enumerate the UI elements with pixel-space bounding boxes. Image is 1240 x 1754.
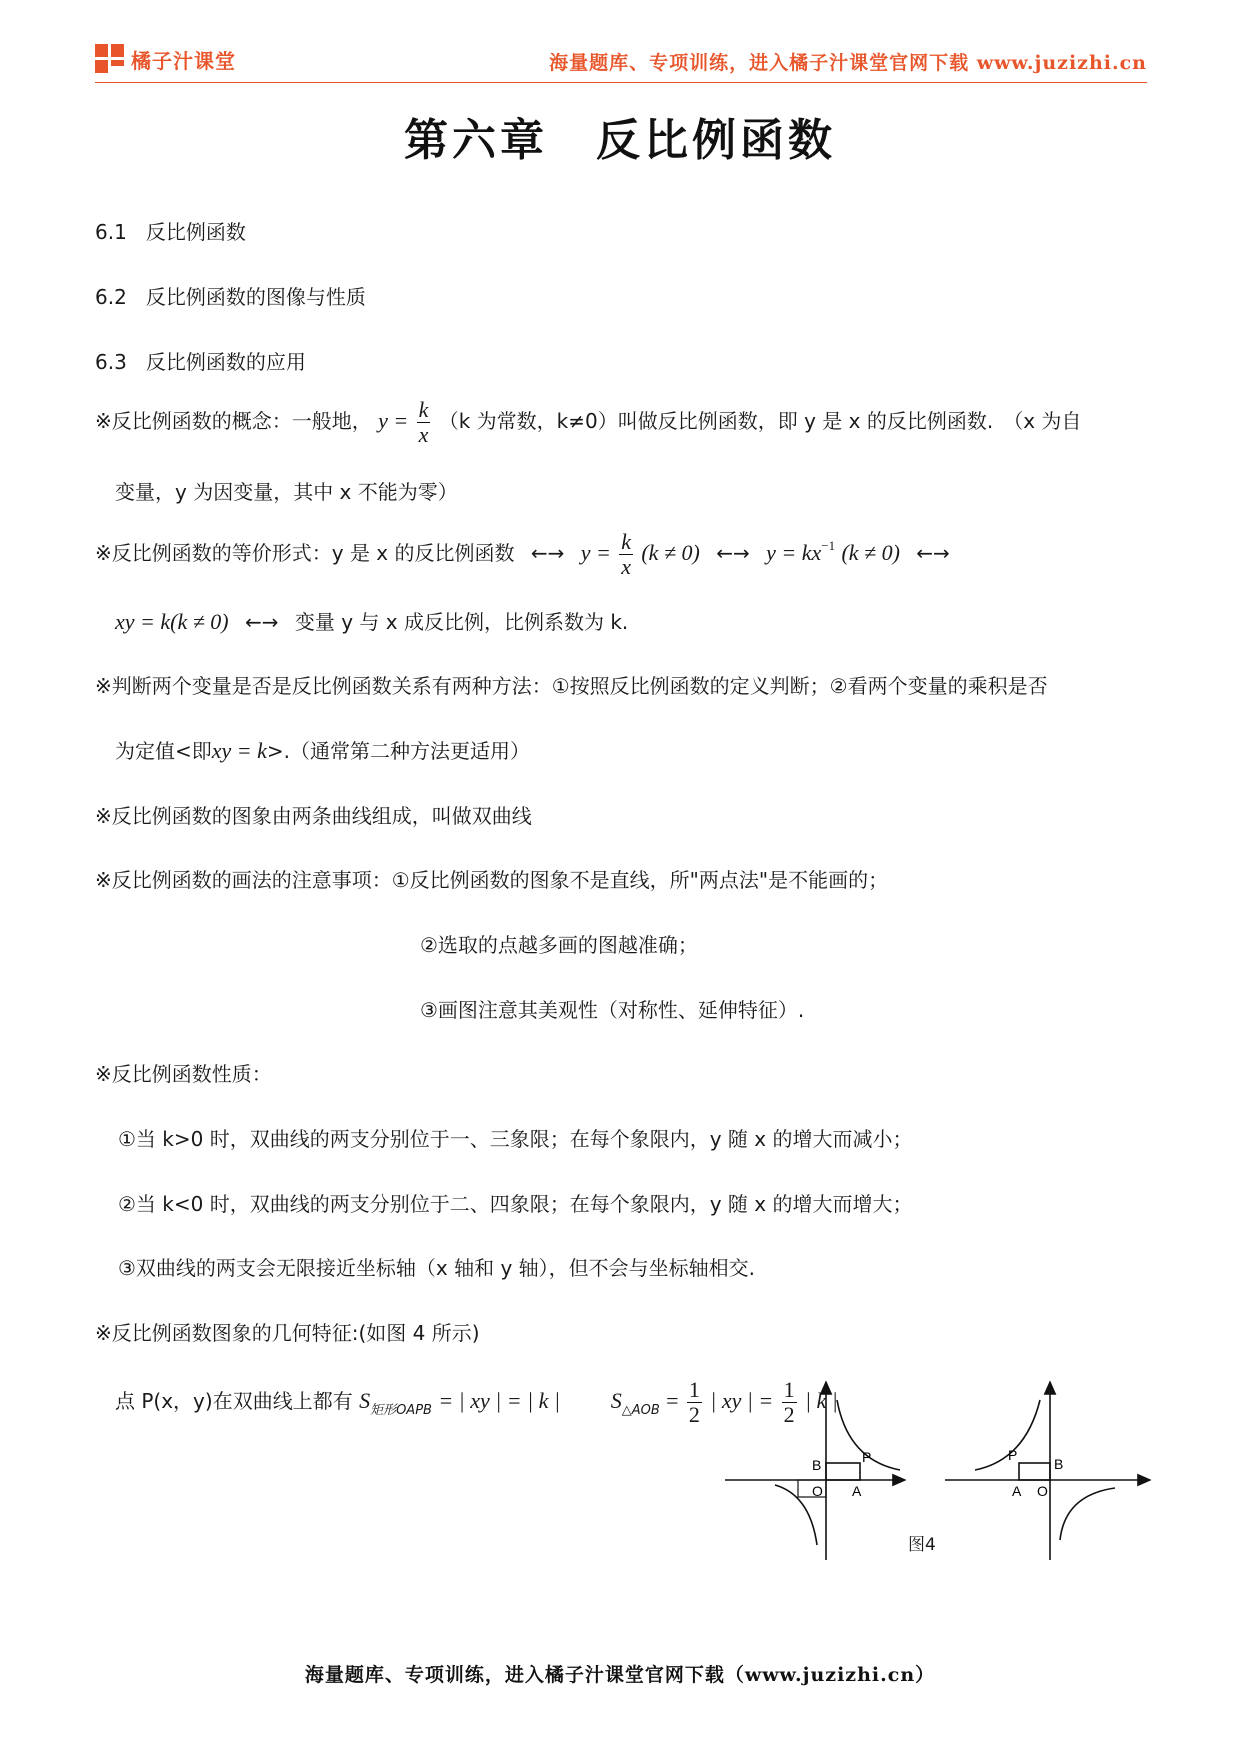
drawing-note-1: ※反比例函数的画法的注意事项：①反比例函数的图象不是直线，所"两点法"是不能画的； bbox=[95, 868, 889, 892]
label-B: B bbox=[1054, 1456, 1064, 1472]
label-P: P bbox=[862, 1449, 872, 1465]
judge-line-1: ※判断两个变量是否是反比例函数关系有两种方法：①按照反比例函数的定义判断；②看两个变量的乘积是否 bbox=[95, 674, 1048, 698]
brand-logo bbox=[95, 44, 236, 74]
property-item: ①当 k>0 时，双曲线的两支分别位于一、三象限；在每个象限内，y 随 x 的增大而减小； bbox=[118, 1127, 913, 1151]
label-A: A bbox=[1012, 1483, 1022, 1499]
header-tagline: 海量题库、专项训练，进入橘子汁课堂官网下载 www.juzizhi.cn bbox=[549, 52, 1147, 74]
footer-tagline: 海量题库、专项训练，进入橘子汁课堂官网下载（www.juzizhi.cn） bbox=[304, 1664, 936, 1686]
drawing-note-2: ②选取的点越多画的图越准确； bbox=[420, 933, 698, 957]
equiv-line-1: ※反比例函数的等价形式：y 是 x 的反比例函数 ←→ y = $\frac{k}{x}$ (k ≠ 0) ←→ $y = kx^{-1}$ (k ≠ 0) ←→ bbox=[95, 529, 950, 579]
hyperbola-note: ※反比例函数的图象由两条曲线组成，叫做双曲线 bbox=[95, 804, 532, 828]
hyperbola-figure bbox=[720, 1370, 1170, 1570]
concept-line-2: 变量，y 为因变量，其中 x 不能为零） bbox=[115, 480, 458, 504]
hyperbola-branch bbox=[775, 1485, 817, 1545]
properties-heading: ※反比例函数性质： bbox=[95, 1062, 272, 1086]
graph-k-negative bbox=[945, 1382, 1150, 1560]
label-A: A bbox=[852, 1483, 862, 1499]
label-O: O bbox=[812, 1483, 823, 1499]
label-O: O bbox=[1037, 1483, 1048, 1499]
toc-item-6-1: 6.1 反比例函数 bbox=[95, 220, 246, 244]
chapter-title: 第六章 反比例函数 bbox=[404, 115, 836, 166]
toc-item-6-3: 6.3 反比例函数的应用 bbox=[95, 350, 306, 374]
logo-icon bbox=[95, 44, 125, 74]
drawing-note-3: ③画图注意其美观性（对称性、延伸特征）. bbox=[420, 998, 805, 1022]
property-item: ②当 k<0 时，双曲线的两支分别位于二、四象限；在每个象限内，y 随 x 的增大而增大； bbox=[118, 1192, 913, 1216]
equiv-line-2: xy = k(k ≠ 0) ←→ 变量 y 与 x 成反比例，比例系数为 k. bbox=[115, 609, 629, 634]
hyperbola-branch bbox=[1060, 1488, 1115, 1540]
concept-fraction: $\frac{k}{x}$ bbox=[418, 397, 429, 447]
property-item: ③双曲线的两支会无限接近坐标轴（x 轴和 y 轴），但不会与坐标轴相交. bbox=[118, 1256, 756, 1280]
rectangle-oapb bbox=[1019, 1463, 1050, 1480]
figure-caption: 图4 bbox=[908, 1535, 936, 1555]
geometry-formula: 点 P(x，y)在双曲线上都有 $S_{矩形OAPB}$ = | xy | = | k | $S_{\triangle AOB}$ = $\frac{1}{2}$ | xy | = $\frac{1}{2}$ | k | bbox=[115, 1377, 838, 1427]
rectangle-oapb bbox=[826, 1463, 860, 1480]
label-B: B bbox=[812, 1457, 822, 1473]
header-divider bbox=[95, 82, 1147, 83]
label-P: P bbox=[1008, 1447, 1018, 1463]
concept-line-1: ※反比例函数的概念：一般地， y = $\frac{k}{x}$ （k 为常数，k≠0）叫做反比例函数，即 y 是 x 的反比例函数. （x 为自 bbox=[95, 397, 1082, 447]
toc-item-6-2: 6.2 反比例函数的图像与性质 bbox=[95, 285, 366, 309]
brand-name: 橘子汁课堂 bbox=[131, 48, 236, 73]
geometry-heading: ※反比例函数图象的几何特征:(如图 4 所示) bbox=[95, 1321, 480, 1345]
judge-line-2: 为定值<即xy = k>.（通常第二种方法更适用） bbox=[115, 738, 531, 763]
